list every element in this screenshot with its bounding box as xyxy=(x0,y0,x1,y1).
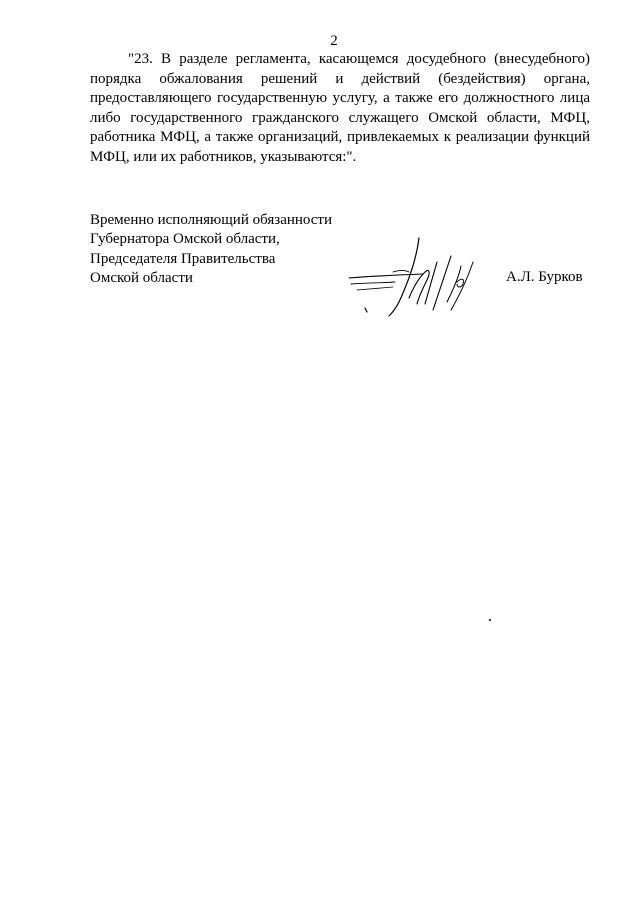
paragraph-line: работника МФЦ, а также организаций, привлекаемых к реализации функций xyxy=(90,129,590,146)
position-line: Временно исполняющий обязанности xyxy=(90,212,333,228)
paragraph-line: предоставляющего государственную услугу, а также его должностного лица xyxy=(90,90,590,107)
paragraph-line: "23. В разделе регламента, касающемся досудебного (внесудебного) xyxy=(128,51,590,67)
position-line: Омской области xyxy=(90,269,193,286)
position-line: Губернатора Омской области, xyxy=(90,231,280,248)
page-number: 2 xyxy=(330,33,338,49)
scan-speck-icon xyxy=(489,619,491,621)
paragraph-line: МФЦ, или их работников, указываются:". xyxy=(90,148,357,165)
handwritten-signature-icon xyxy=(335,232,495,320)
body-paragraph xyxy=(90,50,590,168)
position-line: Председателя Правительства xyxy=(90,250,276,267)
signatory-position xyxy=(90,211,332,288)
signatory-name: А.Л. Бурков xyxy=(506,269,583,285)
paragraph-line: либо государственного гражданского служащего Омской области, МФЦ, xyxy=(90,109,590,126)
paragraph-line: порядка обжалования решений и действий (бездействия) органа, xyxy=(90,70,590,87)
